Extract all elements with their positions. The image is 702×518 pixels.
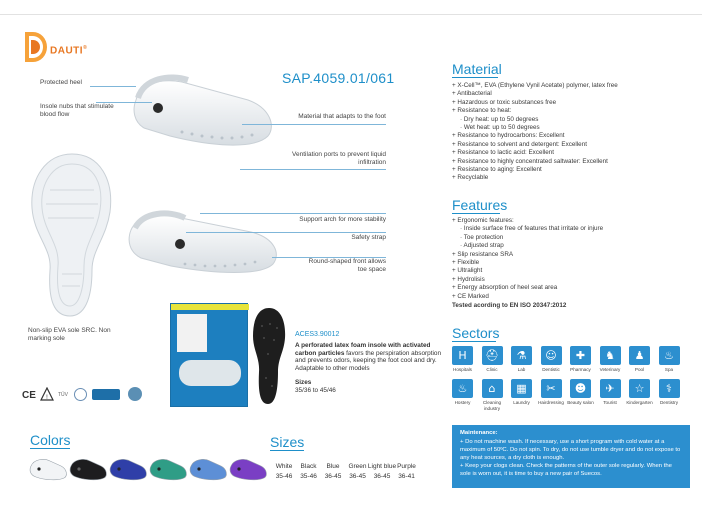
sector-label: Pool <box>634 367 645 372</box>
material-item: + Hazardous or toxic substances free <box>452 98 557 106</box>
sector-label: Hostery <box>454 400 471 405</box>
feature-item: · Toe protection <box>460 233 504 241</box>
callout-sole: Non-slip EVA sole SRC. Non marking sole <box>28 327 111 342</box>
color-swatch-clog <box>28 456 68 482</box>
sector-icon: ✂ <box>541 379 562 398</box>
sector-label: Veterinary <box>599 367 621 372</box>
brand-logo <box>22 30 102 64</box>
sector-icon: H <box>452 346 473 365</box>
sector-label: Dentistic <box>542 367 560 372</box>
sector-label: Kindergarten <box>626 400 653 405</box>
material-title: Material <box>452 61 502 77</box>
callout-ventilation: Ventilation ports to prevent liquid infiltration <box>292 151 386 166</box>
material-rule <box>452 77 498 78</box>
maintenance-panel <box>452 425 690 488</box>
material-list <box>452 82 692 183</box>
leader-line <box>90 86 136 87</box>
sole-image <box>22 150 122 320</box>
feature-item: + Hydrolisis <box>452 275 485 283</box>
leader-line <box>96 102 152 103</box>
feature-item: + Slip resistance SRA <box>452 250 514 258</box>
sizes-title: Sizes <box>270 434 305 450</box>
color-name: Purple <box>397 463 416 470</box>
brand-logo-mark <box>22 30 50 64</box>
leader-line <box>272 257 386 258</box>
color-size-range: 36-45 <box>324 473 342 480</box>
sector-icon: ♞ <box>600 346 621 365</box>
color-size-range: 36-41 <box>398 473 415 480</box>
maintenance-title: Maintenance: <box>460 430 498 436</box>
callout-protected-heel: Protected heel <box>40 79 82 86</box>
eco-badge <box>128 387 142 401</box>
color-name: Blue <box>326 463 340 470</box>
sector-icon: ⚗ <box>511 346 532 365</box>
sector-label: Lab <box>517 367 526 372</box>
leader-line <box>242 124 386 125</box>
color-size-range: 36-45 <box>373 473 391 480</box>
feature-item: · Adjusted strap <box>460 242 504 250</box>
color-size-range: 36-45 <box>349 473 366 480</box>
feature-item: + Energy absorption of heel seat area <box>452 284 558 292</box>
maintenance-line-2: + Keep your clogs clean. Check the patterns of the outer sole regularly. When the sole is worn out, it is time to buy a new pair of Suecos. <box>460 463 672 477</box>
color-swatch-clog <box>148 456 188 482</box>
tuv-mark: TÜV <box>58 392 68 398</box>
clog-profile-image <box>125 208 283 278</box>
package-label <box>177 314 207 352</box>
insole-bold-text: A perforated latex foam insole with activated carbon particles <box>295 341 431 357</box>
material-item: + Resistance to aging: Excellent <box>452 166 542 174</box>
warning-icon <box>40 387 54 401</box>
sector-icon: ♟ <box>629 346 650 365</box>
material-item: · Dry heat: up to 50 degrees <box>460 115 539 123</box>
feature-item: + CE Marked <box>452 292 489 300</box>
color-swatch-clog <box>228 456 268 482</box>
color-name: Green <box>348 463 367 470</box>
sector-icon: ☺ <box>541 346 562 365</box>
color-size-range: 35-46 <box>275 473 293 480</box>
package-insole-image <box>179 360 241 386</box>
features-title: Features <box>452 197 508 213</box>
insole-sizes-label: Sizes <box>295 378 312 386</box>
feature-item: + Ergonomic features: <box>452 217 514 224</box>
ce-mark: CE <box>22 390 36 401</box>
color-swatch-clog <box>68 456 108 482</box>
insole-package <box>170 303 248 407</box>
certifications <box>22 387 142 407</box>
feature-item: + Ultralight <box>452 267 483 275</box>
svg-text:!: ! <box>46 395 48 401</box>
sector-label: Hospitals <box>453 367 472 372</box>
material-item: + Resistance to solvent and detergent: Excellent <box>452 140 587 148</box>
sector-icon: ♨ <box>452 379 473 398</box>
color-name: Black <box>300 463 317 470</box>
material-item: + Resistance to highly concentrated saltwater: Excellent <box>452 157 608 165</box>
callout-material-adapts: Material that adapts to the foot <box>298 113 386 120</box>
sectors-title: Sectors <box>452 325 500 341</box>
clog-side-image <box>130 70 280 155</box>
insole-description <box>295 331 445 395</box>
sector-label: Cleaning industry <box>482 400 502 411</box>
material-item: · Wet heat: up to 50 degrees <box>460 124 540 132</box>
top-divider <box>0 14 702 15</box>
colors-title: Colors <box>30 432 71 448</box>
color-name: White <box>275 463 293 470</box>
callout-round-front: Round-shaped front allows toe space <box>308 258 386 273</box>
sector-icon: ☆ <box>629 379 650 398</box>
maintenance-line-1: + Do not machine wash. If necessary, use a short program with cold water at a maximum of 50ºC. Do not spin. To dry, do not use tumble dryer and do not expose to any heat sources, a dry cloth is enough. <box>460 439 681 461</box>
feature-item: + Flexible <box>452 259 480 267</box>
sector-icon: ▦ <box>511 379 532 398</box>
sectors-rule <box>452 341 496 342</box>
color-size-range: 35-46 <box>300 473 317 480</box>
callout-safety-strap: Safety strap <box>351 234 386 241</box>
callout-arch-support: Support arch for more stability <box>299 216 386 223</box>
insole-image <box>250 306 288 406</box>
material-item: + Resistance to heat: <box>452 107 512 115</box>
material-item: + Resistance to lactic acid: Excellent <box>452 149 555 157</box>
callout-insole-nubs: Insole nubs that stimulate blood flow <box>40 103 114 118</box>
sector-label: Beauty salon <box>567 400 594 405</box>
leader-line <box>186 232 386 233</box>
tested-standard: Tested acording to EN ISO 20347:2012 <box>452 302 567 310</box>
package-top-stripe <box>171 304 249 310</box>
sector-icon: ✚ <box>570 346 591 365</box>
material-item: + X-Cell™, EVA (Ethylene Vynil Acetate) polymer, latex free <box>452 82 618 89</box>
features-rule <box>452 213 500 214</box>
product-code: SAP.4059.01/061 <box>282 70 395 86</box>
insole-code: ACES3.90012 <box>295 331 340 338</box>
leader-line <box>240 169 386 170</box>
sector-label: Clinic <box>486 367 498 372</box>
sector-icon: ⛑ <box>482 346 503 365</box>
features-list <box>452 217 692 310</box>
sector-label: Laundry <box>513 400 530 405</box>
material-item: + Resistance to hydrocarbons: Excellent <box>452 132 565 140</box>
unescor-badge <box>92 389 120 400</box>
brand-name: DAUTI® <box>50 45 88 57</box>
sector-label: Dentistry <box>659 400 679 405</box>
leader-line <box>200 213 386 214</box>
sector-icon: ☻ <box>570 379 591 398</box>
sector-label: Tourist <box>603 400 617 405</box>
colors-rule <box>30 448 70 449</box>
material-item: + Recyclable <box>452 174 489 182</box>
sector-icon: ♨ <box>659 346 680 365</box>
sector-label: Pharmacy <box>570 367 591 372</box>
oeko-icon <box>74 388 87 401</box>
feature-item: · Inside surface free of features that irritate or injure <box>460 225 604 233</box>
sector-label: Spa <box>664 367 674 372</box>
color-swatch-clog <box>108 456 148 482</box>
sector-label: Hairdressing <box>538 400 564 405</box>
sizes-rule <box>270 450 304 451</box>
sector-icon: ✈ <box>600 379 621 398</box>
color-swatch-clog <box>188 456 228 482</box>
sector-icon: ⌂ <box>482 379 503 398</box>
color-name: Light blue <box>367 463 397 470</box>
insole-sizes-value: 35/36 to 45/46 <box>295 386 336 394</box>
insole-text: favors the perspiration absorption and prevents odors, keeping the foot cool and dry. Adaptable to other models <box>295 349 442 373</box>
sector-icon: ⚕ <box>659 379 680 398</box>
material-item: + Antibacterial <box>452 90 492 98</box>
